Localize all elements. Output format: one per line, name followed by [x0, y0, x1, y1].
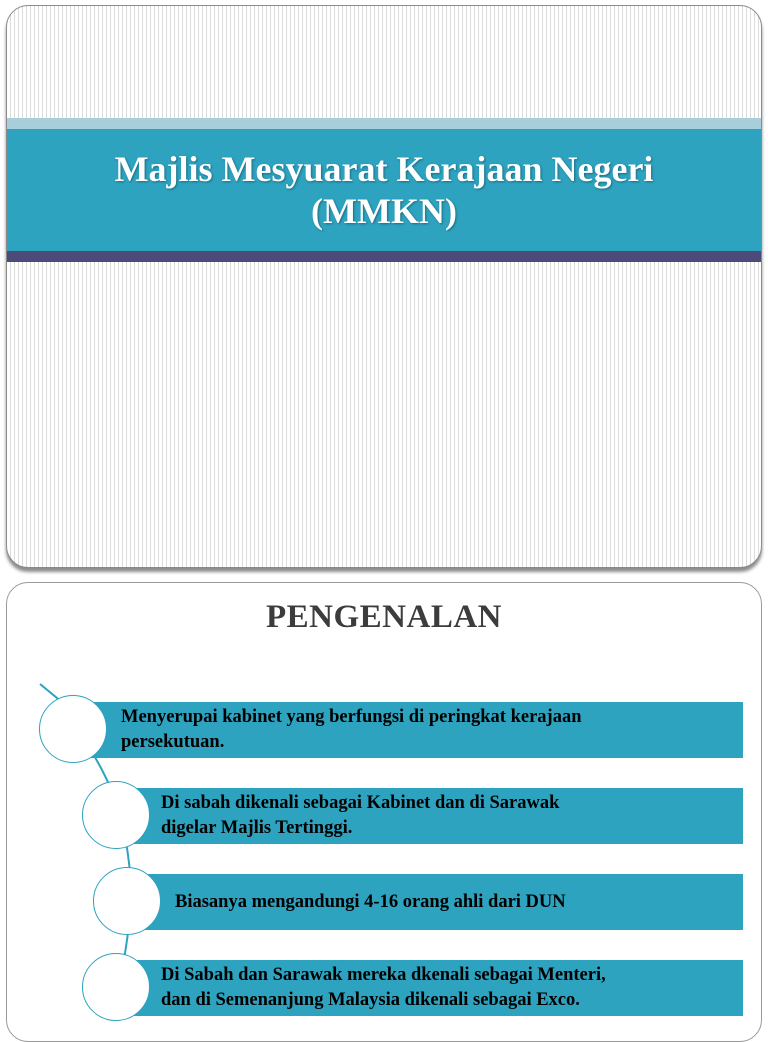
list-item-text-line-1: Di sabah dikenali sebagai Kabinet dan di Sarawak: [161, 793, 560, 813]
introduction-slide: [6, 582, 762, 1042]
list-item-text-line-2: persekutuan.: [121, 732, 225, 752]
title-band: [7, 129, 761, 251]
list-item-text-line-2: dan di Semenanjung Malaysia dikenali sebagai Exco.: [161, 990, 580, 1010]
title-slide: [6, 5, 762, 568]
list-item-text-line-2: digelar Majlis Tertinggi.: [161, 818, 353, 838]
list-item-text-line-1: Menyerupai kabinet yang berfungsi di peringkat kerajaan: [121, 707, 582, 727]
slide-heading: PENGENALAN: [265, 599, 503, 635]
slide-title-line-1: Majlis Mesyuarat Kerajaan Negeri: [114, 149, 654, 189]
list-item-bullet-circle: [39, 695, 107, 763]
list-item-bar: [127, 960, 743, 1016]
title-band-top-stripe: [7, 118, 761, 129]
list-item-text-line-1: Biasanya mengandungi 4-16 orang ahli dari DUN: [175, 891, 566, 912]
list-item-bullet-circle: [93, 867, 161, 935]
list-item-bar: [127, 788, 743, 844]
slide-title-line-2: (MMKN): [311, 191, 457, 231]
title-band-bottom-stripe: [7, 251, 761, 262]
list-item-text-line-1: Di Sabah dan Sarawak mereka dkenali sebagai Menteri,: [161, 965, 606, 985]
list-item-bar: [137, 874, 743, 930]
list-item-bullet-circle: [82, 781, 150, 849]
list-item-bar: [89, 702, 743, 758]
list-item-bullet-circle: [82, 953, 150, 1021]
